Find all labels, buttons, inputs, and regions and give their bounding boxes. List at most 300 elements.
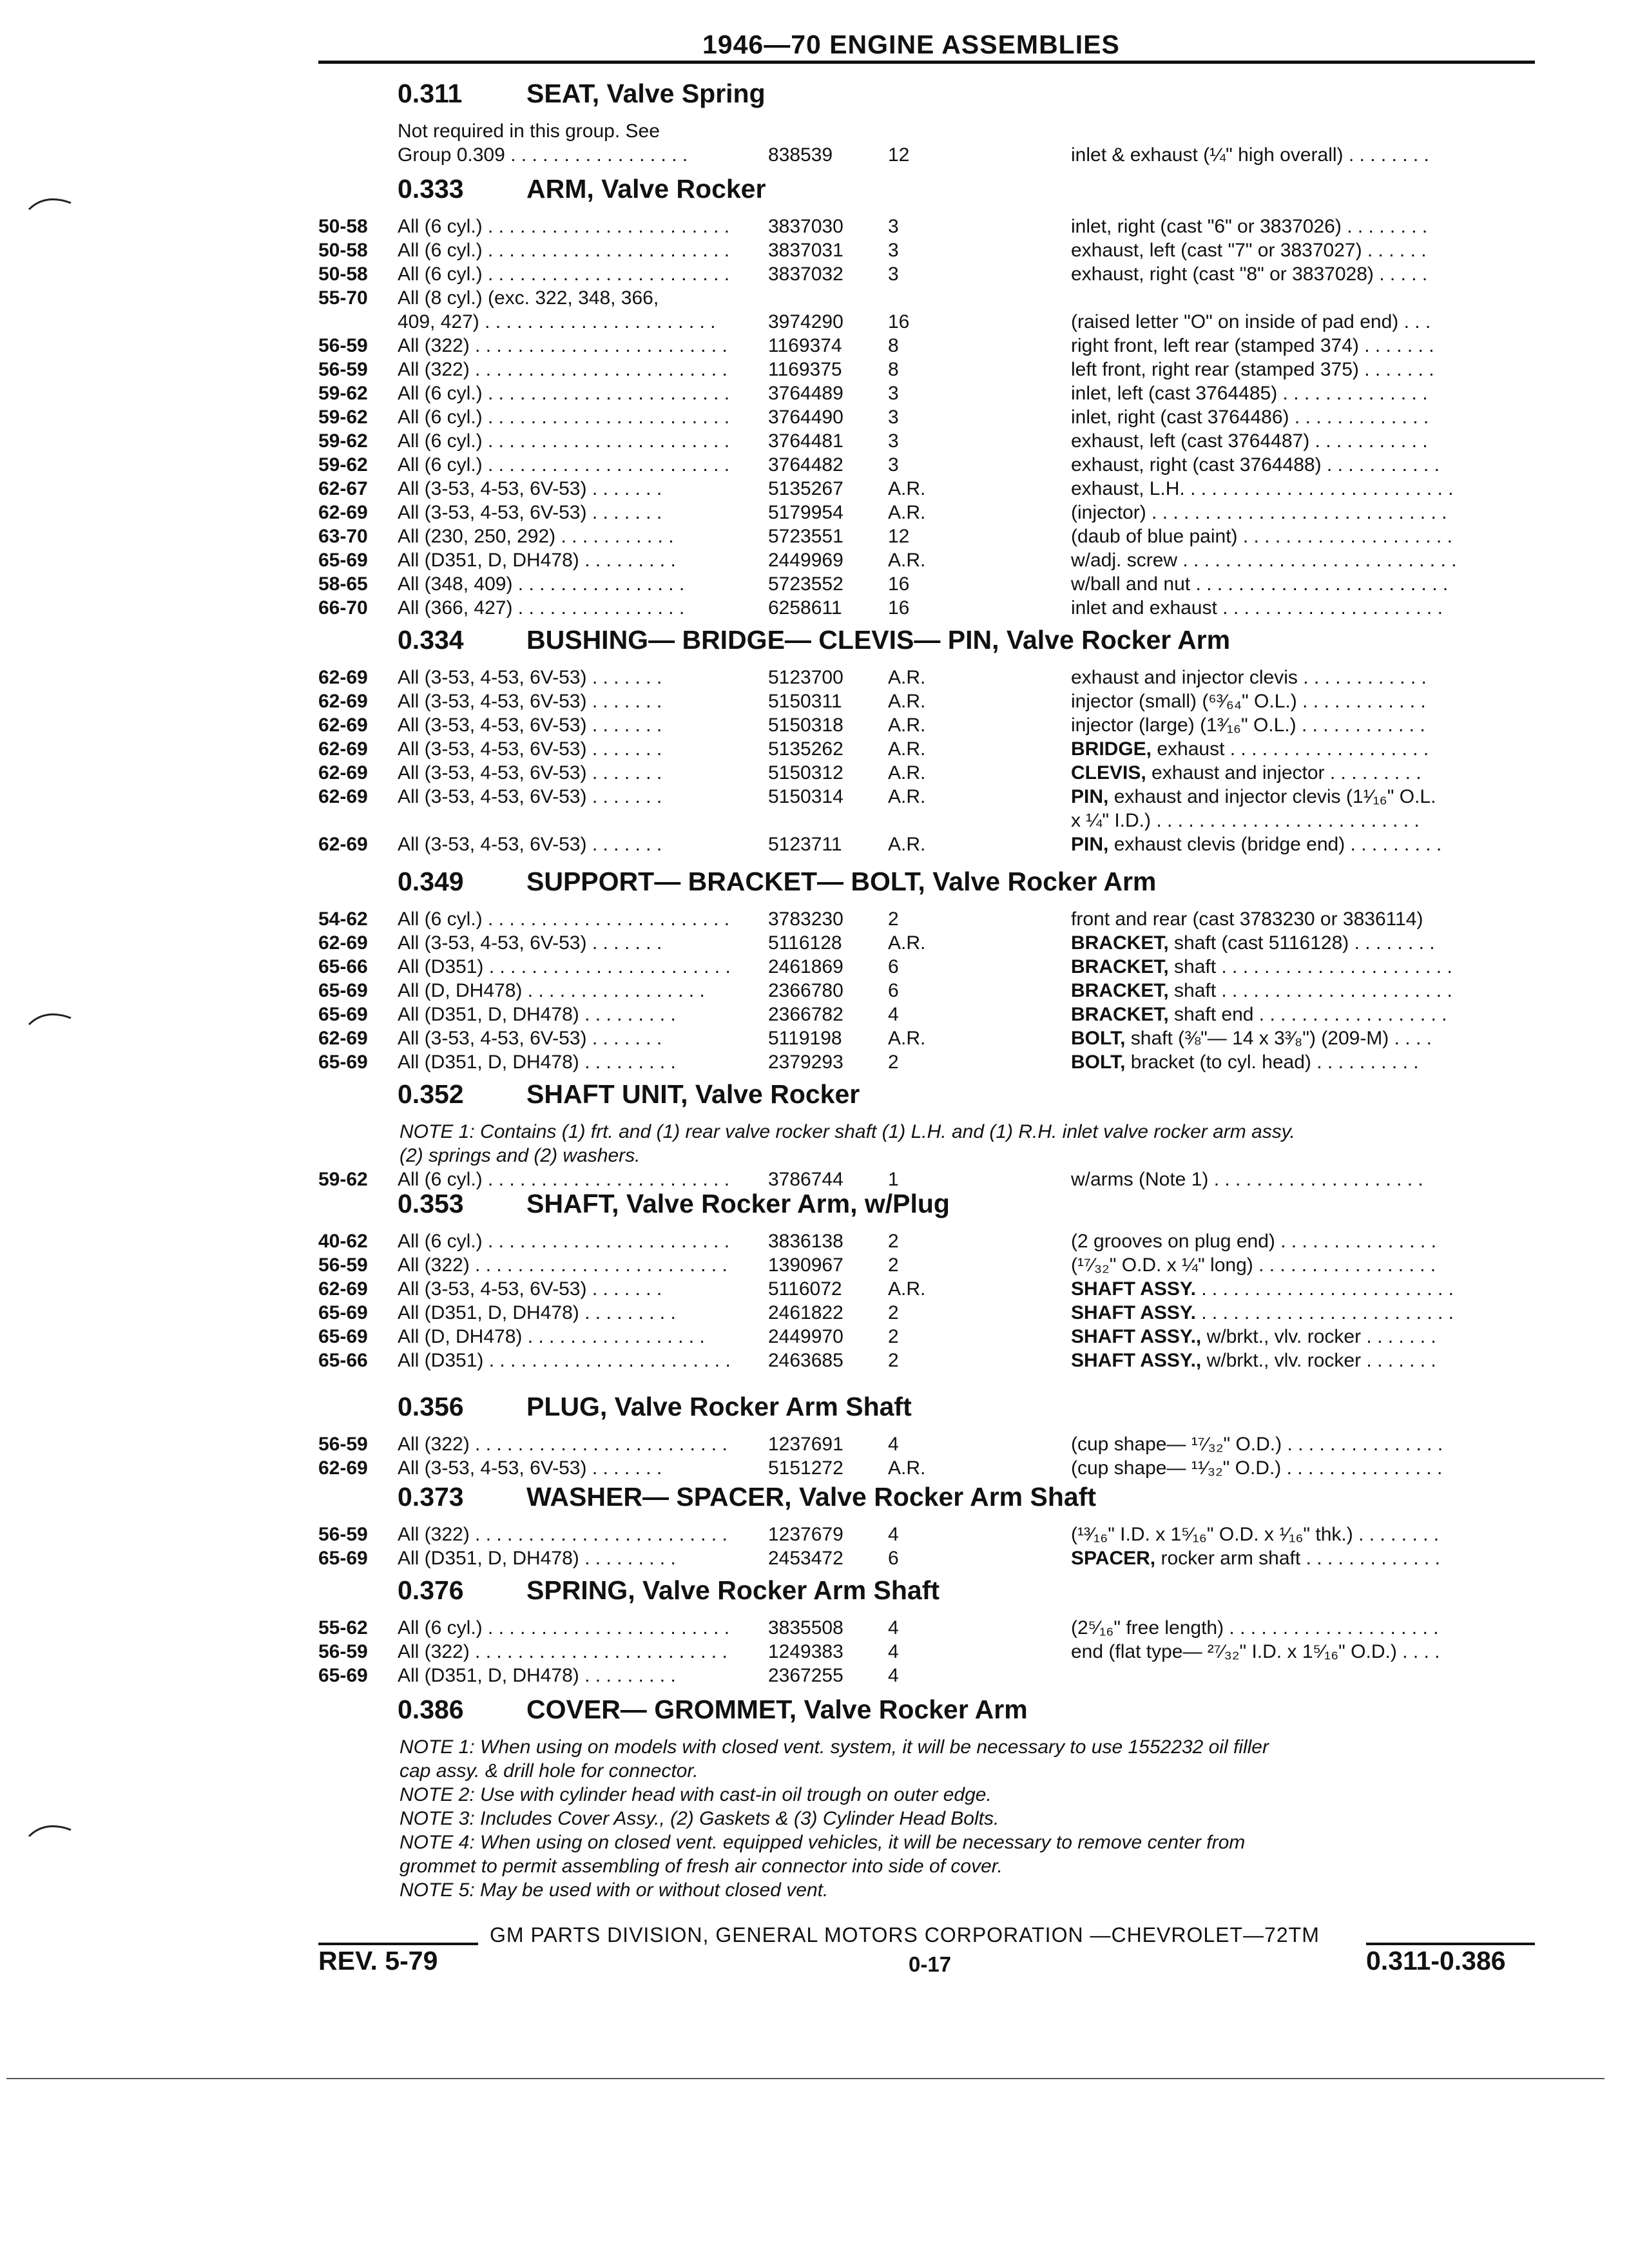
application: All (D351, D, DH478) . . . . . . . . . xyxy=(398,550,676,571)
section-name: SEAT, Valve Spring xyxy=(526,79,766,108)
description xyxy=(1071,549,1535,572)
quantity: A.R. xyxy=(888,478,926,499)
description-text: inlet & exhaust (¼" high overall) . . . . . . . . xyxy=(1071,144,1429,166)
quantity: 1 xyxy=(888,1169,899,1190)
part-number: 5723552 xyxy=(768,573,843,595)
description xyxy=(1071,525,1535,548)
model-years: 65-69 xyxy=(318,1302,368,1323)
application: All (322) . . . . . . . . . . . . . . . . . . . . . . . . xyxy=(398,1434,728,1455)
description-text: exhaust clevis (bridge end) . . . . . . . . . xyxy=(1108,834,1442,855)
parts-row xyxy=(0,334,1629,358)
parts-row xyxy=(0,1051,1629,1074)
section-number: 0.311 xyxy=(398,79,463,108)
section-name: SHAFT, Valve Rocker Arm, w/Plug xyxy=(526,1189,950,1218)
part-number: 2461822 xyxy=(768,1302,843,1323)
application: All (3-53, 4-53, 6V-53) . . . . . . . xyxy=(398,738,662,760)
part-number: 3764481 xyxy=(768,430,843,452)
description-text: exhaust and injector clevis . . . . . . . . . . . . xyxy=(1071,667,1427,688)
quantity: 4 xyxy=(888,1004,899,1025)
parts-row xyxy=(0,1168,1629,1191)
description xyxy=(1071,215,1535,238)
parts-row xyxy=(0,1457,1629,1480)
application: All (8 cyl.) (exc. 322, 348, 366, xyxy=(398,287,659,309)
description xyxy=(1071,573,1535,596)
application: All (6 cyl.) . . . . . . . . . . . . . . . . . . . . . . . xyxy=(398,1617,730,1639)
model-years: 56-59 xyxy=(318,335,368,356)
page-header-title: 1946—70 ENGINE ASSEMBLIES xyxy=(702,30,1120,59)
description xyxy=(1071,1168,1535,1191)
description xyxy=(1071,956,1535,979)
parts-row xyxy=(0,1640,1629,1664)
description-text: inlet, right (cast "6" or 3837026) . . . . . . . . xyxy=(1071,216,1428,237)
description xyxy=(1071,1433,1535,1456)
part-number: 5119198 xyxy=(768,1028,842,1049)
part-number: 2463685 xyxy=(768,1350,843,1371)
parts-row xyxy=(0,1349,1629,1372)
part-number: 2461869 xyxy=(768,956,843,977)
model-years: 62-69 xyxy=(318,786,368,807)
section-number: 0.333 xyxy=(398,174,464,204)
description xyxy=(1071,785,1535,809)
model-years: 62-69 xyxy=(318,762,368,783)
model-years: 59-62 xyxy=(318,454,368,476)
application: All (3-53, 4-53, 6V-53) . . . . . . . xyxy=(398,715,662,736)
description-text: exhaust, right (cast "8" or 3837028) . . . . . xyxy=(1071,264,1428,285)
description xyxy=(1071,1547,1535,1570)
quantity: 3 xyxy=(888,216,899,237)
quantity: 12 xyxy=(888,144,910,166)
quantity: A.R. xyxy=(888,715,926,736)
model-years: 58-65 xyxy=(318,573,368,595)
footer-group-range: 0.311-0.386 xyxy=(1366,1946,1506,1975)
model-years: 65-69 xyxy=(318,980,368,1001)
application: All (3-53, 4-53, 6V-53) . . . . . . . xyxy=(398,502,662,523)
description xyxy=(1071,1003,1535,1026)
parts-row xyxy=(0,1003,1629,1026)
description-text: exhaust, right (cast 3764488) . . . . . . . . . . . xyxy=(1071,454,1440,476)
part-number: 1169374 xyxy=(768,335,842,356)
description xyxy=(1071,809,1535,832)
description-text: left front, right rear (stamped 375) . . . . . . . xyxy=(1071,359,1434,380)
description xyxy=(1071,979,1535,1003)
section-name: SPRING, Valve Rocker Arm Shaft xyxy=(526,1575,940,1605)
parts-row xyxy=(0,1664,1629,1687)
description-text: . . . . . . . . . . . . . . . . . . . . . . . . xyxy=(1195,1302,1454,1323)
description-text: (¹³⁄₁₆" I.D. x 1⁵⁄₁₆" O.D. x ¹⁄₁₆" thk.) . . . . . . . . xyxy=(1071,1524,1440,1545)
section-note: (2) springs and (2) washers. xyxy=(400,1145,641,1166)
application: All (6 cyl.) . . . . . . . . . . . . . . . . . . . . . . . xyxy=(398,430,730,452)
parts-row xyxy=(0,956,1629,979)
description xyxy=(1071,144,1535,167)
application: All (322) . . . . . . . . . . . . . . . . . . . . . . . . xyxy=(398,335,728,356)
description xyxy=(1071,1640,1535,1664)
description xyxy=(1071,1617,1535,1640)
model-years: 62-69 xyxy=(318,834,368,855)
model-years: 59-62 xyxy=(318,430,368,452)
description-keyword: SHAFT ASSY. xyxy=(1071,1302,1196,1323)
description-keyword: SHAFT ASSY., xyxy=(1071,1350,1202,1371)
model-years: 62-69 xyxy=(318,502,368,523)
description-text: shaft . . . . . . . . . . . . . . . . . . . . . . xyxy=(1168,980,1452,1001)
section-number: 0.352 xyxy=(398,1079,464,1109)
quantity: 3 xyxy=(888,454,899,476)
parts-row xyxy=(0,833,1629,856)
section-note: NOTE 1: When using on models with closed vent. system, it will be necessary to use 1552232 oil filler xyxy=(400,1736,1269,1758)
section-name: SUPPORT— BRACKET— BOLT, Valve Rocker Arm xyxy=(526,867,1157,896)
part-number: 5116128 xyxy=(768,932,842,954)
parts-row xyxy=(0,1523,1629,1546)
description-text: end (flat type— ²⁷⁄₃₂" I.D. x 1⁵⁄₁₆" O.D.) . . . . xyxy=(1071,1641,1440,1662)
quantity: 2 xyxy=(888,1052,899,1073)
part-number: 1237679 xyxy=(768,1524,843,1545)
section-note: cap assy. & drill hole for connector. xyxy=(400,1760,699,1782)
binder-mark-1 xyxy=(26,180,77,219)
parts-row xyxy=(0,430,1629,453)
part-number: 3837030 xyxy=(768,216,843,237)
description-keyword: BOLT, xyxy=(1071,1052,1126,1073)
parts-row xyxy=(0,932,1629,955)
model-years: 65-69 xyxy=(318,1052,368,1073)
part-number: 2453472 xyxy=(768,1548,843,1569)
parts-row xyxy=(0,549,1629,572)
application: All (D, DH478) . . . . . . . . . . . . . . . . . xyxy=(398,980,705,1001)
application: All (366, 427) . . . . . . . . . . . . . . . . xyxy=(398,597,685,619)
quantity: A.R. xyxy=(888,738,926,760)
footer-page-number: 0-17 xyxy=(909,1952,952,1976)
parts-row xyxy=(0,1325,1629,1349)
application: All (6 cyl.) . . . . . . . . . . . . . . . . . . . . . . . xyxy=(398,908,730,930)
description-text: injector (small) (⁶³⁄₆₄" O.L.) . . . . . . . . . . . . xyxy=(1071,691,1426,712)
description xyxy=(1071,1302,1535,1325)
parts-row xyxy=(0,406,1629,429)
description-keyword: BRIDGE, xyxy=(1071,738,1152,760)
binder-mark-2 xyxy=(26,995,77,1034)
model-years: 65-66 xyxy=(318,956,368,977)
description-text: inlet, left (cast 3764485) . . . . . . . . . . . . . . xyxy=(1071,383,1428,404)
application: 409, 427) . . . . . . . . . . . . . . . . . . . . . . xyxy=(398,311,716,332)
parts-row xyxy=(0,501,1629,524)
section-note: NOTE 3: Includes Cover Assy., (2) Gaskets & (3) Cylinder Head Bolts. xyxy=(400,1808,999,1829)
part-number: 5135262 xyxy=(768,738,843,760)
part-number: 5123700 xyxy=(768,667,843,688)
quantity: A.R. xyxy=(888,691,926,712)
parts-row xyxy=(0,311,1629,334)
section-number: 0.376 xyxy=(398,1575,464,1605)
application: All (3-53, 4-53, 6V-53) . . . . . . . xyxy=(398,1457,662,1479)
parts-row xyxy=(0,1254,1629,1277)
section-name: BUSHING— BRIDGE— CLEVIS— PIN, Valve Rocker Arm xyxy=(526,625,1231,655)
part-number: 3837031 xyxy=(768,240,843,261)
description-keyword: BRACKET, xyxy=(1071,980,1169,1001)
parts-row xyxy=(0,714,1629,737)
part-number: 3836138 xyxy=(768,1231,843,1252)
description-text: inlet and exhaust . . . . . . . . . . . . . . . . . . . . . xyxy=(1071,597,1443,619)
model-years: 56-59 xyxy=(318,1434,368,1455)
description xyxy=(1071,1457,1535,1480)
quantity: A.R. xyxy=(888,502,926,523)
quantity: 16 xyxy=(888,311,910,332)
description-text: w/arms (Note 1) . . . . . . . . . . . . . . . . . . . . xyxy=(1071,1169,1423,1190)
application: All (D, DH478) . . . . . . . . . . . . . . . . . xyxy=(398,1326,705,1347)
parts-row xyxy=(0,525,1629,548)
part-number: 2366780 xyxy=(768,980,843,1001)
quantity: 6 xyxy=(888,956,899,977)
quantity: 4 xyxy=(888,1665,899,1686)
parts-row xyxy=(0,979,1629,1003)
quantity: A.R. xyxy=(888,550,926,571)
description xyxy=(1071,1349,1535,1372)
model-years: 55-70 xyxy=(318,287,368,309)
description-keyword: SPACER, xyxy=(1071,1548,1156,1569)
application: All (230, 250, 292) . . . . . . . . . . . xyxy=(398,526,674,547)
application: All (D351) . . . . . . . . . . . . . . . . . . . . . . . xyxy=(398,1350,731,1371)
quantity: 6 xyxy=(888,1548,899,1569)
description-text: exhaust . . . . . . . . . . . . . . . . . . . xyxy=(1152,738,1429,760)
part-number: 5150318 xyxy=(768,715,843,736)
model-years: 65-69 xyxy=(318,1004,368,1025)
quantity: A.R. xyxy=(888,1457,926,1479)
quantity: 12 xyxy=(888,526,910,547)
description xyxy=(1071,1051,1535,1074)
application: All (3-53, 4-53, 6V-53) . . . . . . . xyxy=(398,786,662,807)
application: All (3-53, 4-53, 6V-53) . . . . . . . xyxy=(398,667,662,688)
description xyxy=(1071,477,1535,501)
parts-row xyxy=(0,477,1629,501)
description-text: (raised letter "O" on inside of pad end) . . . xyxy=(1071,311,1431,332)
application: All (3-53, 4-53, 6V-53) . . . . . . . xyxy=(398,1028,662,1049)
parts-row xyxy=(0,1433,1629,1456)
quantity: 6 xyxy=(888,980,899,1001)
quantity: 16 xyxy=(888,573,910,595)
description-text: (¹⁷⁄₃₂" O.D. x ¼" long) . . . . . . . . . . . . . . . . . xyxy=(1071,1254,1436,1276)
model-years: 56-59 xyxy=(318,1524,368,1545)
quantity: 3 xyxy=(888,383,899,404)
quantity: A.R. xyxy=(888,834,926,855)
description xyxy=(1071,597,1535,620)
application: All (D351) . . . . . . . . . . . . . . . . . . . . . . . xyxy=(398,956,731,977)
description-text: shaft (⅜"— 14 x 3³⁄₈") (209-M) . . . . xyxy=(1125,1028,1432,1049)
footer-rule-left xyxy=(318,1943,478,1945)
section-number: 0.334 xyxy=(398,625,464,655)
quantity: 2 xyxy=(888,1302,899,1323)
description-keyword: PIN, xyxy=(1071,786,1109,807)
model-years: 62-69 xyxy=(318,738,368,760)
part-number: 1249383 xyxy=(768,1641,843,1662)
description-text: w/brkt., vlv. rocker . . . . . . . xyxy=(1201,1350,1436,1371)
part-number: 3786744 xyxy=(768,1169,843,1190)
description xyxy=(1071,714,1535,737)
parts-row xyxy=(0,263,1629,286)
description xyxy=(1071,1230,1535,1253)
model-years: 65-69 xyxy=(318,550,368,571)
application: All (6 cyl.) . . . . . . . . . . . . . . . . . . . . . . . xyxy=(398,264,730,285)
parts-row xyxy=(0,573,1629,596)
part-number: 5179954 xyxy=(768,502,843,523)
application: All (6 cyl.) . . . . . . . . . . . . . . . . . . . . . . . xyxy=(398,1169,730,1190)
part-number: 2379293 xyxy=(768,1052,843,1073)
parts-row xyxy=(0,1547,1629,1570)
description xyxy=(1071,406,1535,429)
section-number: 0.356 xyxy=(398,1392,464,1421)
quantity: 4 xyxy=(888,1641,899,1662)
parts-row xyxy=(0,908,1629,931)
description-text: shaft . . . . . . . . . . . . . . . . . . . . . . xyxy=(1168,956,1452,977)
description xyxy=(1071,908,1535,931)
description-text: rocker arm shaft . . . . . . . . . . . . . xyxy=(1155,1548,1440,1569)
parts-row xyxy=(0,738,1629,761)
description-text: exhaust and injector clevis (1¹⁄₁₆" O.L. xyxy=(1108,786,1436,807)
parts-row xyxy=(0,239,1629,262)
model-years: 40-62 xyxy=(318,1231,368,1252)
description-keyword: BOLT, xyxy=(1071,1028,1126,1049)
part-number: 5151272 xyxy=(768,1457,843,1479)
model-years: 65-66 xyxy=(318,1350,368,1371)
description xyxy=(1071,833,1535,856)
application: All (3-53, 4-53, 6V-53) . . . . . . . xyxy=(398,691,662,712)
application: All (322) . . . . . . . . . . . . . . . . . . . . . . . . xyxy=(398,359,728,380)
description xyxy=(1071,334,1535,358)
description xyxy=(1071,1278,1535,1301)
description-text: . . . . . . . . . . . . . . . . . . . . . . . . xyxy=(1195,1278,1454,1300)
description-text: right front, left rear (stamped 374) . . . . . . . xyxy=(1071,335,1434,356)
application: All (6 cyl.) . . . . . . . . . . . . . . . . . . . . . . . xyxy=(398,407,730,428)
description xyxy=(1071,311,1535,334)
model-years: 55-62 xyxy=(318,1617,368,1639)
quantity: A.R. xyxy=(888,786,926,807)
part-number: 3783230 xyxy=(768,908,843,930)
quantity: 2 xyxy=(888,1350,899,1371)
parts-row xyxy=(0,144,1629,167)
section-name: WASHER— SPACER, Valve Rocker Arm Shaft xyxy=(526,1482,1097,1512)
section-name: SHAFT UNIT, Valve Rocker xyxy=(526,1079,860,1109)
model-years: 62-69 xyxy=(318,667,368,688)
application: All (D351, D, DH478) . . . . . . . . . xyxy=(398,1302,676,1323)
parts-row xyxy=(0,1302,1629,1325)
application: All (3-53, 4-53, 6V-53) . . . . . . . xyxy=(398,478,662,499)
quantity: 2 xyxy=(888,1254,899,1276)
quantity: 4 xyxy=(888,1617,899,1639)
quantity: 3 xyxy=(888,264,899,285)
section-number: 0.386 xyxy=(398,1695,464,1724)
description-text: shaft (cast 5116128) . . . . . . . . xyxy=(1168,932,1435,954)
application: Group 0.309 . . . . . . . . . . . . . . . . . xyxy=(398,144,688,166)
description xyxy=(1071,382,1535,405)
parts-row xyxy=(0,1278,1629,1301)
parts-row xyxy=(0,597,1629,620)
application: All (6 cyl.) . . . . . . . . . . . . . . . . . . . . . . . xyxy=(398,240,730,261)
part-number: 3764490 xyxy=(768,407,843,428)
section-number: 0.353 xyxy=(398,1189,464,1218)
quantity: 2 xyxy=(888,1231,899,1252)
quantity: A.R. xyxy=(888,932,926,954)
header-rule xyxy=(318,61,1535,64)
part-number: 5150312 xyxy=(768,762,843,783)
description-text: exhaust, left (cast "7" or 3837027) . . . . . . xyxy=(1071,240,1427,261)
application: All (322) . . . . . . . . . . . . . . . . . . . . . . . . xyxy=(398,1641,728,1662)
application: All (348, 409) . . . . . . . . . . . . . . . . xyxy=(398,573,685,595)
quantity: 4 xyxy=(888,1524,899,1545)
part-number: 1390967 xyxy=(768,1254,843,1276)
quantity: 8 xyxy=(888,359,899,380)
description-keyword: BRACKET, xyxy=(1071,1004,1169,1025)
description xyxy=(1071,666,1535,689)
section-note: NOTE 5: May be used with or without closed vent. xyxy=(400,1879,829,1901)
application: All (D351, D, DH478) . . . . . . . . . xyxy=(398,1004,676,1025)
application: All (6 cyl.) . . . . . . . . . . . . . . . . . . . . . . . xyxy=(398,383,730,404)
description xyxy=(1071,501,1535,524)
parts-row xyxy=(0,1617,1629,1640)
description-text: bracket (to cyl. head) . . . . . . . . . . xyxy=(1125,1052,1419,1073)
part-number: 3764489 xyxy=(768,383,843,404)
model-years: 50-58 xyxy=(318,216,368,237)
model-years: 62-69 xyxy=(318,691,368,712)
description-keyword: CLEVIS, xyxy=(1071,762,1146,783)
description xyxy=(1071,690,1535,713)
part-number: 2367255 xyxy=(768,1665,843,1686)
model-years: 62-69 xyxy=(318,1457,368,1479)
description-text: (cup shape— ¹¹⁄₃₂" O.D.) . . . . . . . . . . . . . . . xyxy=(1071,1457,1443,1479)
model-years: 50-58 xyxy=(318,240,368,261)
part-number: 3835508 xyxy=(768,1617,843,1639)
description xyxy=(1071,932,1535,955)
quantity: 2 xyxy=(888,1326,899,1347)
model-years: 56-59 xyxy=(318,1641,368,1662)
description xyxy=(1071,263,1535,286)
section-name: COVER— GROMMET, Valve Rocker Arm xyxy=(526,1695,1028,1724)
description-text: exhaust and injector . . . . . . . . . xyxy=(1146,762,1422,783)
parts-row xyxy=(0,690,1629,713)
model-years: 62-69 xyxy=(318,1028,368,1049)
description xyxy=(1071,1523,1535,1546)
model-years: 50-58 xyxy=(318,264,368,285)
description-text: exhaust, L.H. . . . . . . . . . . . . . . . . . . . . . . . . . xyxy=(1071,478,1454,499)
description-text: (2 grooves on plug end) . . . . . . . . . . . . . . . xyxy=(1071,1231,1436,1252)
model-years: 63-70 xyxy=(318,526,368,547)
part-number: 5150311 xyxy=(768,691,842,712)
part-number: 2366782 xyxy=(768,1004,843,1025)
application: All (3-53, 4-53, 6V-53) . . . . . . . xyxy=(398,1278,662,1300)
parts-row xyxy=(0,666,1629,689)
section-note: NOTE 4: When using on closed vent. equipped vehicles, it will be necessary to remove center from xyxy=(400,1832,1246,1853)
model-years: 62-69 xyxy=(318,932,368,954)
application: All (D351, D, DH478) . . . . . . . . . xyxy=(398,1665,676,1686)
parts-row xyxy=(0,762,1629,785)
application: All (3-53, 4-53, 6V-53) . . . . . . . xyxy=(398,834,662,855)
section-name: PLUG, Valve Rocker Arm Shaft xyxy=(526,1392,912,1421)
part-number: 5123711 xyxy=(768,834,842,855)
section-note: NOTE 1: Contains (1) frt. and (1) rear valve rocker shaft (1) L.H. and (1) R.H. inlet valve rocker arm assy. xyxy=(400,1121,1295,1142)
model-years: 59-62 xyxy=(318,383,368,404)
section-note: NOTE 2: Use with cylinder head with cast-in oil trough on outer edge. xyxy=(400,1784,992,1805)
parts-row xyxy=(0,809,1629,832)
description xyxy=(1071,762,1535,785)
application: All (D351, D, DH478) . . . . . . . . . xyxy=(398,1548,676,1569)
quantity: 3 xyxy=(888,407,899,428)
part-number: 3764482 xyxy=(768,454,843,476)
application: Not required in this group. See xyxy=(398,120,660,142)
section-note: grommet to permit assembling of fresh air connector into side of cover. xyxy=(400,1856,1003,1877)
description xyxy=(1071,1325,1535,1349)
quantity: A.R. xyxy=(888,667,926,688)
part-number: 6258611 xyxy=(768,597,842,619)
part-number: 1169375 xyxy=(768,359,842,380)
parts-row xyxy=(0,1230,1629,1253)
description xyxy=(1071,430,1535,453)
parts-row xyxy=(0,120,1629,143)
part-number: 5723551 xyxy=(768,526,843,547)
model-years: 59-62 xyxy=(318,1169,368,1190)
description-keyword: SHAFT ASSY. xyxy=(1071,1278,1196,1300)
